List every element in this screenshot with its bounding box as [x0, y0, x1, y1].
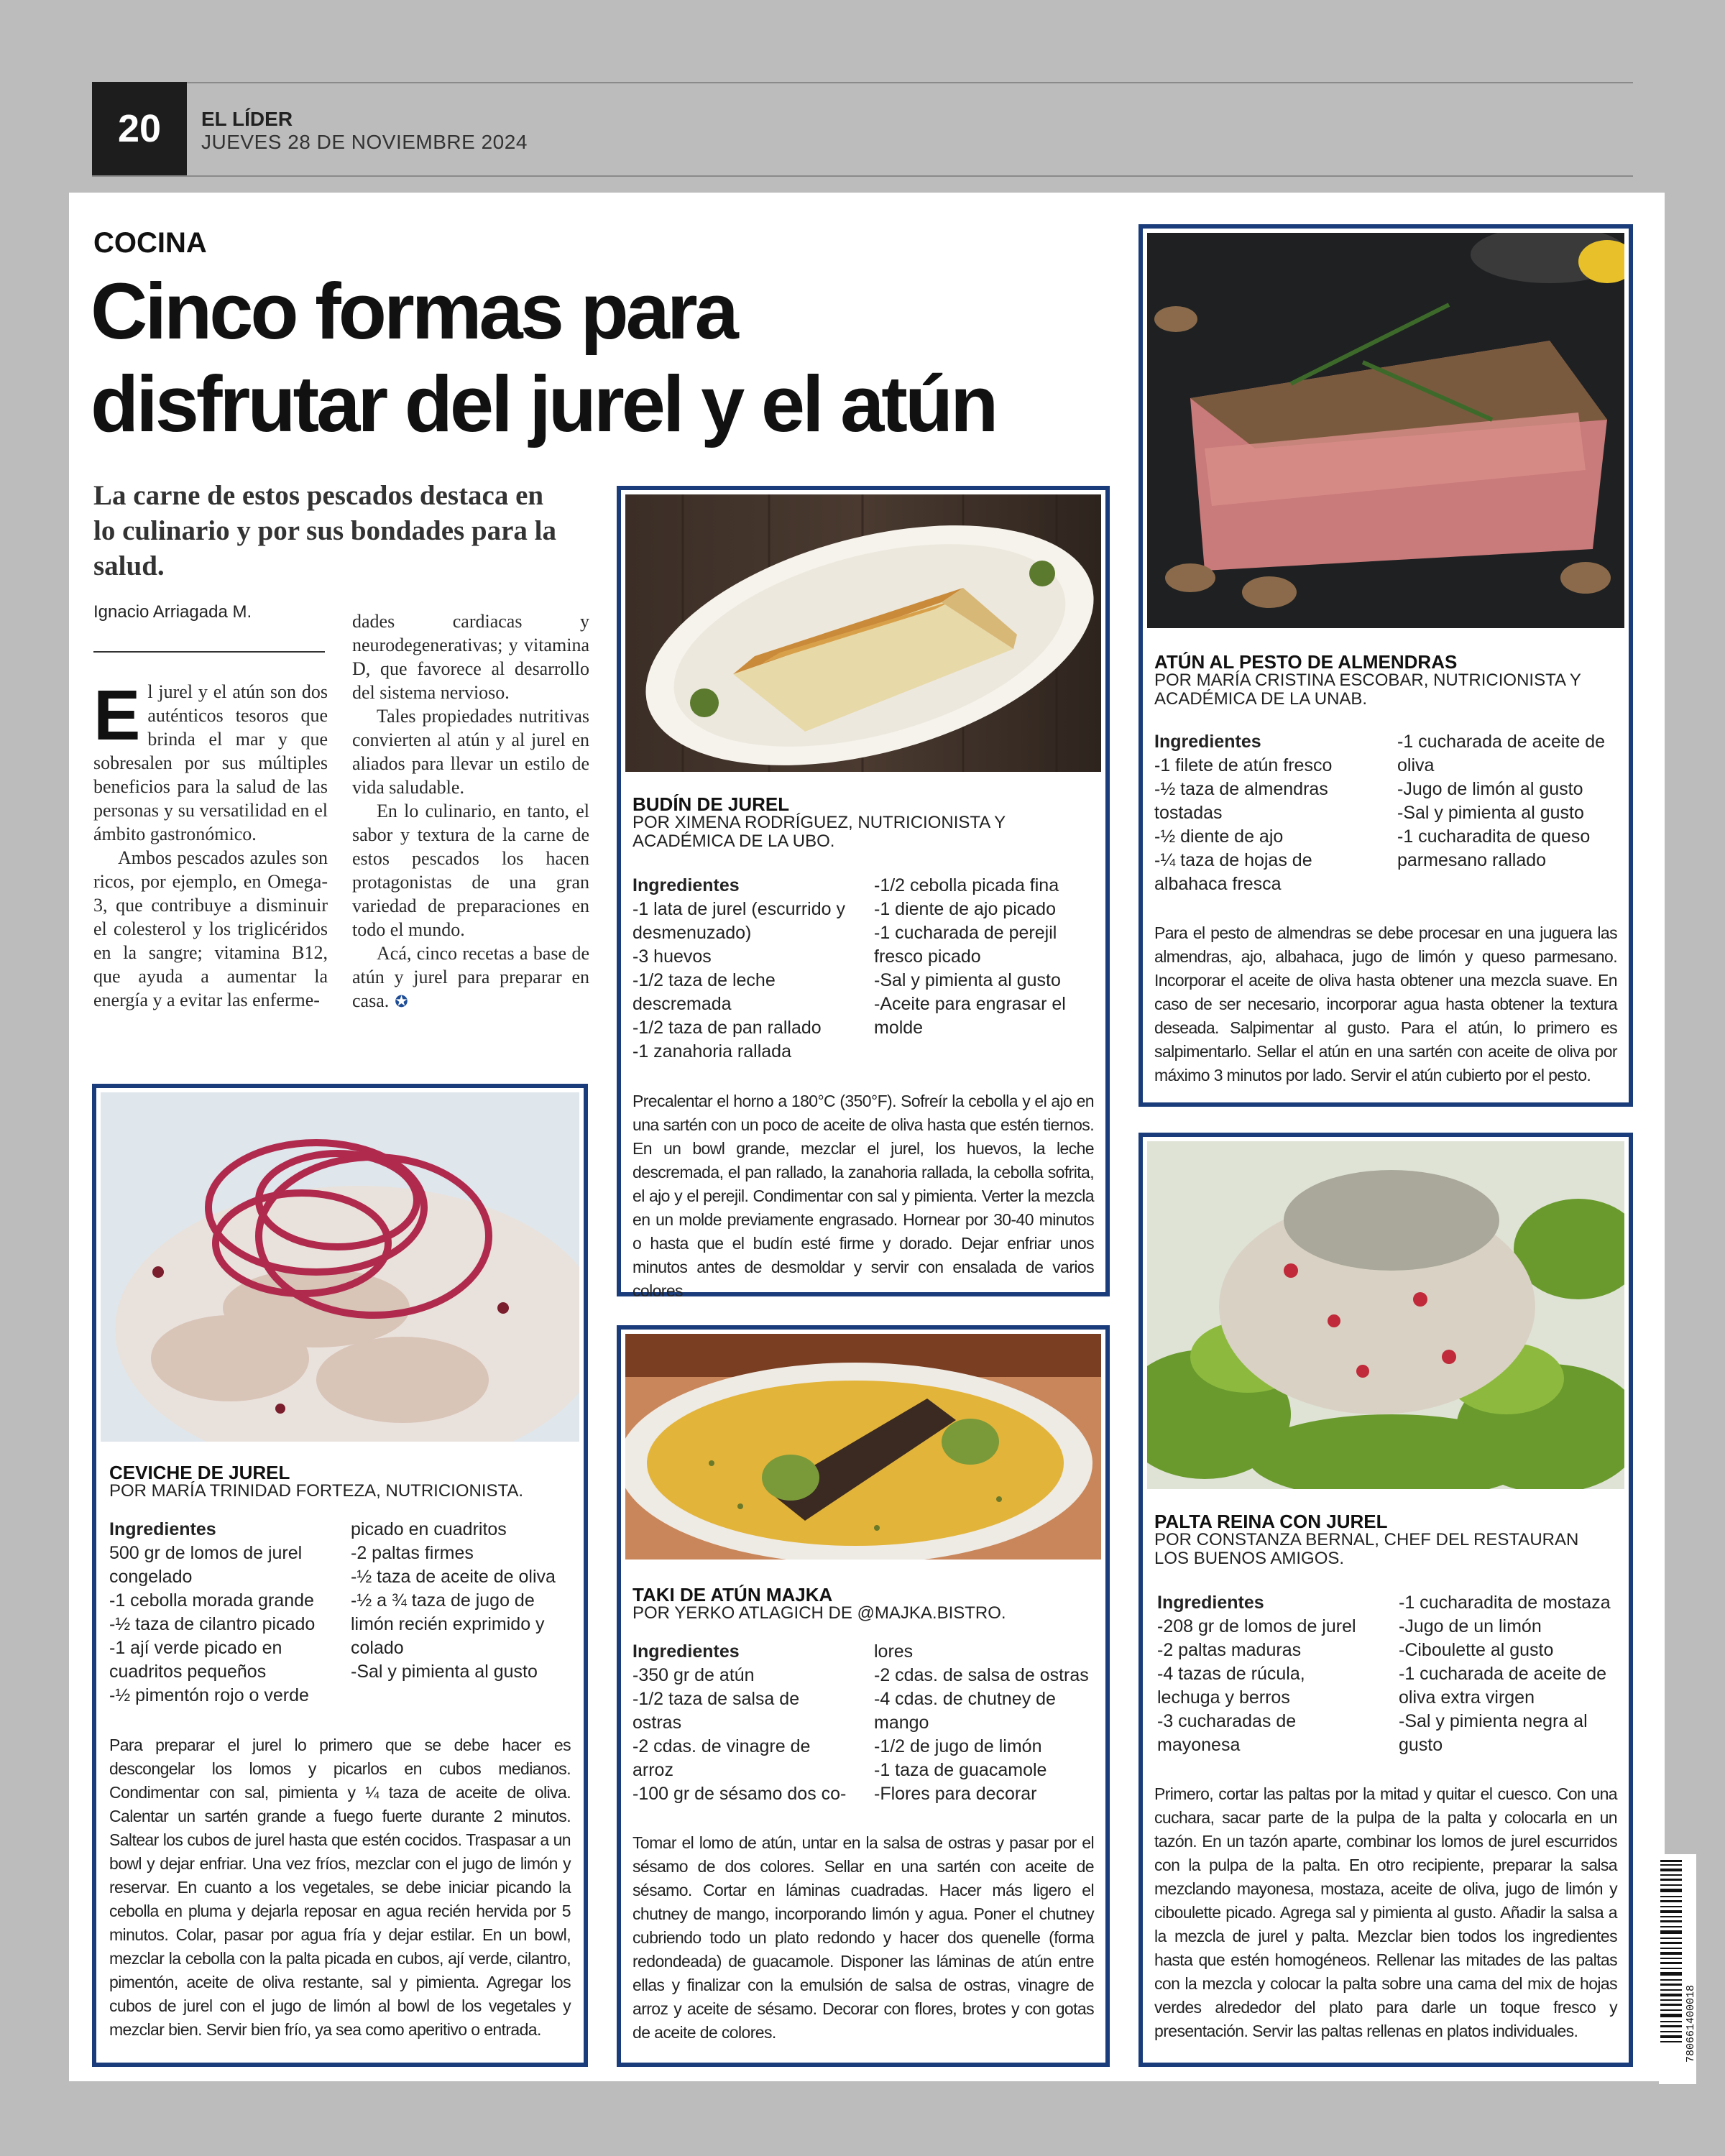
ingredient-item: -100 gr de sésamo dos co-: [632, 1784, 847, 1804]
page-number: 20: [92, 82, 187, 175]
ingredient-item: -¼ taza de hojas de albahaca fresca: [1154, 850, 1312, 894]
ingredients-left: [1157, 1591, 1373, 1757]
ingredient-item: -Sal y pimienta al gusto: [351, 1662, 538, 1682]
ingredient-item: -1/2 taza de salsa de ostras: [632, 1689, 800, 1733]
ingredient-item: -1 ají verde picado en cuadritos pequeños: [109, 1638, 282, 1682]
recipe-byline: POR MARÍA CRISTINA ESCOBAR, NUTRICIONISTA Y ACADÉMICA DE LA UNAB.: [1154, 671, 1581, 709]
body-paragraph: Ambos pescados azules son ricos, por ejemplo, en Omega-3, que contribuye a disminuir el colesterol y los triglicéridos en la sangre; vitamina B12, que ayuda a aumentar la energía y a evitar las enferme-: [93, 847, 328, 1010]
ingredient-item: -1 filete de atún fresco: [1154, 755, 1333, 775]
ingredient-item: -4 cdas. de chutney de mango: [874, 1689, 1056, 1733]
ingredient-item: -1 cebolla morada grande: [109, 1590, 314, 1611]
ingredient-item: picado en cuadritos: [351, 1519, 507, 1539]
ingredient-item: -1 cucharada de aceite de oliva: [1397, 732, 1606, 775]
body-paragraph: El jurel y el atún son dos auténticos tesoros que brinda el mar y que sobresalen por sus múltiples beneficios para la salud de las personas y su versatilidad en el ámbito gastronómico.: [93, 676, 328, 844]
ingredients-right: [351, 1518, 566, 1684]
header-bottom-rule: [92, 175, 1633, 177]
ingredient-item: -Sal y pimienta negra al gusto: [1399, 1711, 1588, 1755]
ingredient-item: -1/2 de jugo de limón: [874, 1736, 1042, 1756]
recipe-instructions: Para preparar el jurel lo primero que se debe hacer es descongelar los lomos y picarlos en cubos medianos. Condimentar con sal, pimienta y ¼ taza de aceite de oliva. Calentar un sartén grande a fuego fuerte durante 2 minutos. Saltear los cubos de jurel hasta que estén cocidos. Traspasar a un bowl y dejar enfriar. Una vez fríos, mezclar con el jugo de limón y reservar. En cuanto a los vegetales, se debe iniciar picando la cebolla en pluma y dejarla reposar en agua recién hervida por 5 minutos. Colar, pasar por agua fría y dejar estilar. En un bowl, mezclar la cebolla con la palta picada en cubos, ají verde, cilantro, pimentón, aceite de oliva restante, sal y pimienta. Agregar los cubos de jurel con el jugo de limón al bowl de los vegetales y mezclar bien. Servir bien frío, ya sea como aperitivo o entrada.: [109, 1736, 571, 2039]
end-mark-icon: ✪: [395, 992, 408, 1010]
body-paragraph: Tales propiedades nutritivas convierten al atún y al jurel en aliados para llevar un estilo de vida saludable.: [352, 706, 589, 798]
ingredient-item: -Ciboulette al gusto: [1399, 1640, 1554, 1660]
ingredient-item: -½ diente de ajo: [1154, 826, 1284, 847]
body-paragraph: dades cardiacas y neurodegenerativas; y vitamina D, que favorece al desarrollo del sistema nervioso.: [352, 611, 589, 703]
header-top-rule: [92, 82, 1633, 83]
recipe-title: BUDÍN DE JUREL: [632, 793, 790, 815]
ingredients-right: [874, 1640, 1090, 1806]
ingredient-item: -1 diente de ajo picado: [874, 899, 1056, 919]
ingredients-left: [1154, 730, 1363, 896]
recipe-instructions: Primero, cortar las paltas por la mitad y quitar el cuesco. Con una cuchara, sacar parte de la pulpa de la palta y colocarla en un tazón. En un tazón aparte, combinar los lomos de jurel escurridos con la pulpa de la palta. En otro recipiente, preparar la salsa mezclando mayonesa, mostaza, aceite de oliva, jugo de limón y ciboulette picado. Agrega sal y pimienta al gusto. Añadir la salsa a la mezcla de jurel y palta. Mezclar bien todos los ingredientes hasta que estén homogéneos. Rellenar las mitades de las paltas con la mezcla y colocar la palta sobre una cama del mix de hojas verdes alrededor del plato para darle un toque fresco y presentación. Servir las paltas rellenas en platos individuales.: [1154, 1784, 1617, 2040]
ingredients-label: Ingredientes: [1154, 732, 1261, 752]
section-label: COCINA: [93, 227, 207, 259]
ingredients-label: Ingredientes: [1157, 1593, 1264, 1613]
ingredient-item: -1 taza de guacamole: [874, 1760, 1047, 1780]
ingredients-label: Ingredientes: [632, 875, 740, 895]
ingredient-item: -1 cucharadita de mostaza: [1399, 1593, 1611, 1613]
barcode-number: 780661400018: [1685, 1984, 1697, 2063]
ingredient-item: -½ taza de almendras tostadas: [1154, 779, 1328, 823]
barcode: [1659, 1854, 1696, 2084]
ingredient-item: -2 paltas maduras: [1157, 1640, 1302, 1660]
ingredient-item: -Flores para decorar: [874, 1784, 1037, 1804]
ingredient-item: -2 cdas. de vinagre de arroz: [632, 1736, 811, 1780]
byline-rule: [93, 651, 325, 653]
ingredients-right: [1397, 730, 1613, 872]
ingredient-item: -2 paltas firmes: [351, 1543, 474, 1563]
body-paragraph: En lo culinario, en tanto, el sabor y textura de la carne de estos pescados los hacen protagonistas de una gran variedad de preparaciones en todo el mundo.: [352, 801, 589, 940]
recipe-instructions: Tomar el lomo de atún, untar en la salsa de ostras y pasar por el sésamo de dos colores. Sellar en una sartén con aceite de sésamo. Cortar en láminas cuadradas. Hacer más ligero el chutney de mango, incorporando limón y agua. Poner el chutney cubriendo todo un plato redondo y hacer dos quenelle (forma redondeada) de guacamole. Disponer las láminas de atún entre ellas y finalizar con la emulsión de salsa de ostras, vinagre de arroz y aceite de sésamo. Decorar con flores, brotes y con gotas de aceite de colores.: [632, 1833, 1094, 2042]
ingredient-item: -Jugo de limón al gusto: [1397, 779, 1583, 799]
ingredients-left: [632, 1640, 848, 1806]
ingredients-label: Ingredientes: [109, 1519, 216, 1539]
ingredient-item: -1 lata de jurel (escurrido y desmenuzado): [632, 899, 845, 943]
ingredients-left: [632, 874, 848, 1064]
ingredient-item: -208 gr de lomos de jurel: [1157, 1616, 1356, 1636]
ingredient-item: -3 cucharadas de mayonesa: [1157, 1711, 1297, 1755]
ingredient-item: -Aceite para engrasar el molde: [874, 994, 1066, 1038]
recipe-byline: POR CONSTANZA BERNAL, CHEF DEL RESTAURAN LOS BUENOS AMIGOS.: [1154, 1530, 1579, 1568]
ingredients-right: [1399, 1591, 1614, 1757]
body-paragraph: Acá, cinco recetas a base de atún y jurel para preparar en casa. ✪: [352, 943, 589, 1011]
body-column-2: [352, 609, 589, 1013]
palta-photo: [1147, 1141, 1624, 1489]
ingredient-item: -1 cucharadita de queso parmesano rallado: [1397, 826, 1591, 870]
taki-photo: [625, 1334, 1101, 1560]
ingredient-item: -Sal y pimienta al gusto: [874, 970, 1061, 990]
ceviche-photo: [101, 1092, 579, 1442]
recipe-title: CEVICHE DE JUREL: [109, 1462, 290, 1483]
body-column-1: [93, 676, 328, 1012]
ingredient-item: -1/2 cebolla picada fina: [874, 875, 1059, 895]
drop-cap: E: [93, 676, 141, 755]
ingredient-item: -1 cucharada de aceite de oliva extra virgen: [1399, 1664, 1607, 1708]
recipe-byline: POR MARÍA TRINIDAD FORTEZA, NUTRICIONISTA.: [109, 1481, 524, 1501]
ingredient-item: -½ a ¾ taza de jugo de limón recién exprimido y colado: [351, 1590, 545, 1658]
ingredient-item: -1 zanahoria rallada: [632, 1041, 791, 1061]
recipe-byline: POR XIMENA RODRÍGUEZ, NUTRICIONISTA Y ACADÉMICA DE LA UBO.: [632, 813, 1006, 851]
budin-photo: [625, 494, 1101, 772]
recipe-title: TAKI DE ATÚN MAJKA: [632, 1584, 833, 1606]
ingredient-item: -½ taza de cilantro picado: [109, 1614, 316, 1634]
ingredient-item: -1/2 taza de pan rallado: [632, 1018, 822, 1038]
recipe-title: PALTA REINA CON JUREL: [1154, 1511, 1388, 1532]
headline-line-2: disfrutar del jurel y el atún: [91, 359, 996, 448]
ingredient-item: -Sal y pimienta al gusto: [1397, 803, 1584, 823]
headline-line-1: Cinco formas para: [91, 267, 736, 356]
publication-name: EL LÍDER: [201, 108, 293, 130]
ingredients-left: [109, 1518, 325, 1708]
byline: Ignacio Arriagada M.: [93, 602, 252, 622]
deck: La carne de estos pescados destaca en lo culinario y por sus bondades para la salud.: [93, 480, 557, 581]
atun-pesto-photo: [1147, 233, 1624, 628]
ingredient-item: lores: [874, 1641, 914, 1662]
ingredients-right: [874, 874, 1090, 1040]
publication-date: JUEVES 28 DE NOVIEMBRE 2024: [201, 131, 528, 153]
ingredient-item: -Jugo de un limón: [1399, 1616, 1542, 1636]
ingredient-item: -1 cucharada de perejil fresco picado: [874, 923, 1057, 967]
ingredient-item: -½ pimentón rojo o verde: [109, 1685, 309, 1705]
ingredient-item: -4 tazas de rúcula, lechuga y berros: [1157, 1664, 1305, 1708]
recipe-instructions: Para el pesto de almendras se debe procesar en una juguera las almendras, ajo, albahaca, jugo de limón y queso parmesano. Incorporar el aceite de oliva hasta obtener una mezcla suave. En caso de ser necesario, incorporar agua hasta obtener la textura deseada. Salpimentar al gusto. Para el atún, lo primero es salpimentarlo. Sellar el atún en una sartén con aceite de oliva por máximo 3 minutos por lado. Servir el atún cubierto por el pesto.: [1154, 923, 1617, 1084]
ingredients-label: Ingredientes: [632, 1641, 740, 1662]
ingredient-item: -350 gr de atún: [632, 1665, 755, 1685]
ingredient-item: -1/2 taza de leche descremada: [632, 970, 776, 1014]
recipe-instructions: Precalentar el horno a 180°C (350°F). Sofreír la cebolla y el ajo en una sartén con un poco de aceite de oliva hasta que estén tiernos. En un bowl grande, mezclar el jurel, los huevos, la leche descremada, el pan rallado, la zanahoria rallada, la cebolla sofrita, el ajo y el perejil. Condimentar con sal y pimienta. Verter la mezcla en un molde previamente engrasado. Hornear por 30-40 minutos o hasta que el budín esté firme y dorado. Dejar enfriar unos minutos antes de desmoldar y servir con ensalada de varios colores: [632, 1092, 1094, 1300]
ingredient-item: -2 cdas. de salsa de ostras: [874, 1665, 1089, 1685]
recipe-byline: POR YERKO ATLAGICH DE @MAJKA.BISTRO.: [632, 1603, 1006, 1623]
headline: [91, 266, 1111, 451]
ingredient-item: -3 huevos: [632, 946, 712, 967]
recipe-title: ATÚN AL PESTO DE ALMENDRAS: [1154, 651, 1458, 673]
ingredient-item: -½ taza de aceite de oliva: [351, 1567, 556, 1587]
ingredient-item: 500 gr de lomos de jurel congelado: [109, 1543, 303, 1587]
